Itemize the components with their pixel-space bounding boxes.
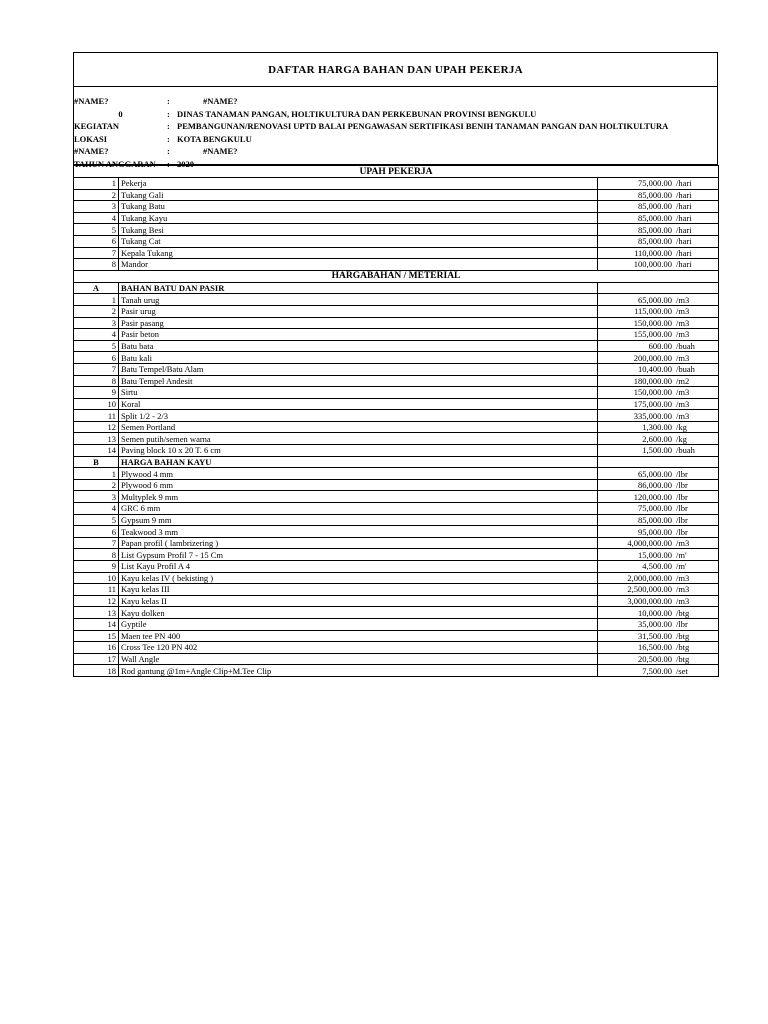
info-separator: : (167, 108, 170, 119)
item-name: Pasir beton (119, 329, 598, 341)
table-row (74, 212, 719, 224)
item-price-cell (598, 595, 719, 607)
item-price-cell (598, 178, 719, 190)
item-price-cell (598, 584, 719, 596)
item-price: 335,000.00 (633, 410, 672, 421)
item-price-cell (598, 398, 719, 410)
item-name: Kayu kelas IV ( bekisting ) (119, 572, 598, 584)
item-price-cell (598, 329, 719, 341)
item-price: 175,000.00 (633, 398, 672, 409)
info-value: #NAME? (203, 146, 238, 157)
item-number: 8 (74, 549, 119, 561)
item-number: 1 (74, 178, 119, 190)
table-row (74, 445, 719, 457)
item-name: Koral (119, 398, 598, 410)
item-number: 15 (74, 630, 119, 642)
table-row (74, 294, 719, 306)
item-unit: /m3 (676, 584, 690, 595)
table-row (74, 607, 719, 619)
item-price-cell (598, 375, 719, 387)
item-unit: /lbr (676, 619, 688, 630)
item-number: 14 (74, 618, 119, 630)
item-price: 65,000.00 (638, 294, 672, 305)
item-price: 1,500.00 (642, 445, 672, 456)
item-number: 7 (74, 247, 119, 259)
item-name: Tukang Cat (119, 235, 598, 247)
item-price-cell (598, 363, 719, 375)
item-price-cell (598, 572, 719, 584)
table-row (74, 410, 719, 422)
item-name: Rod gantung @1m+Angle Clip+M.Tee Clip (119, 665, 598, 677)
item-number: 3 (74, 317, 119, 329)
item-unit: /buah (676, 445, 695, 456)
table-row (74, 526, 719, 538)
table-row (74, 665, 719, 677)
item-price-cell (598, 665, 719, 677)
item-unit: /hari (676, 178, 692, 189)
item-price-cell (598, 387, 719, 399)
item-price: 75,000.00 (638, 503, 672, 514)
table-row (74, 433, 719, 445)
table-row (74, 189, 719, 201)
item-number: 9 (74, 561, 119, 573)
info-key: TAHUN ANGGARAN (74, 158, 156, 169)
item-number: 7 (74, 537, 119, 549)
item-unit: /buah (676, 364, 695, 375)
table-row (74, 421, 719, 433)
table-row (74, 247, 719, 259)
table-row (74, 340, 719, 352)
item-name: Maen tee PN 400 (119, 630, 598, 642)
item-price: 20,500.00 (638, 654, 672, 665)
table-row (74, 618, 719, 630)
item-price: 180,000.00 (633, 375, 672, 386)
item-name: Pasir urug (119, 305, 598, 317)
item-price-cell (598, 653, 719, 665)
table-row (74, 387, 719, 399)
item-number: 3 (74, 491, 119, 503)
item-unit: /m3 (676, 317, 690, 328)
item-name: Semen putih/semen warna (119, 433, 598, 445)
item-unit: /lbr (676, 526, 688, 537)
table-row (74, 514, 719, 526)
item-name: Plywood 4 mm (119, 468, 598, 480)
item-price: 100,000.00 (633, 259, 672, 270)
table-row (74, 595, 719, 607)
item-price: 600.00 (648, 341, 672, 352)
item-number: 7 (74, 363, 119, 375)
item-number: 10 (74, 572, 119, 584)
item-price: 10,400.00 (638, 364, 672, 375)
table-row (74, 549, 719, 561)
table-row (74, 305, 719, 317)
item-price-cell (598, 503, 719, 515)
group-header-row (74, 282, 719, 294)
item-price-cell (598, 630, 719, 642)
item-price: 115,000.00 (634, 306, 672, 317)
item-unit: /m3 (676, 306, 690, 317)
table-row (74, 561, 719, 573)
item-unit: /m3 (676, 352, 690, 363)
item-price: 85,000.00 (638, 189, 672, 200)
info-key: KEGIATAN (74, 121, 120, 132)
item-name: Tanah urug (119, 294, 598, 306)
item-name: Wall Angle (119, 653, 598, 665)
item-price-cell (598, 468, 719, 480)
item-price: 10,000.00 (638, 607, 672, 618)
document-title (73, 52, 718, 87)
item-unit: /btg (676, 630, 690, 641)
item-price-cell (598, 526, 719, 538)
table-row (74, 398, 719, 410)
item-name: Batu Tempel Andesit (119, 375, 598, 387)
item-unit: /m3 (676, 538, 690, 549)
item-name: Gypsum 9 mm (119, 514, 598, 526)
item-number: 2 (74, 189, 119, 201)
item-price-cell (598, 618, 719, 630)
item-name: Kepala Tukang (119, 247, 598, 259)
item-number: 5 (74, 224, 119, 236)
item-price-cell (598, 514, 719, 526)
info-separator: : (167, 133, 170, 144)
item-number: 12 (74, 595, 119, 607)
info-row (74, 95, 717, 108)
item-number: 9 (74, 387, 119, 399)
item-number: 10 (74, 398, 119, 410)
item-unit: /kg (676, 422, 687, 433)
item-price: 2,500,000.00 (627, 584, 672, 595)
item-price-cell (598, 537, 719, 549)
item-price-cell (598, 317, 719, 329)
item-price: 85,000.00 (638, 236, 672, 247)
section-heading-material (74, 270, 719, 282)
item-unit: /lbr (676, 503, 688, 514)
item-price-cell (598, 433, 719, 445)
item-unit: /m3 (676, 398, 690, 409)
table-row (74, 201, 719, 213)
item-number: 3 (74, 201, 119, 213)
item-price: 86,000.00 (638, 480, 672, 491)
group-title: HARGA BAHAN KAYU (119, 456, 598, 468)
item-unit: /hari (676, 224, 692, 235)
price-table (73, 165, 719, 677)
item-unit: /m' (676, 561, 687, 572)
item-unit: /hari (676, 201, 692, 212)
item-name: Batu Tempel/Batu Alam (119, 363, 598, 375)
item-price-cell (598, 201, 719, 213)
table-row (74, 235, 719, 247)
item-number: 11 (74, 410, 119, 422)
info-row (74, 108, 717, 121)
item-name: Kayu kelas III (119, 584, 598, 596)
table-row (74, 537, 719, 549)
item-name: Pasir pasang (119, 317, 598, 329)
item-price-cell (598, 340, 719, 352)
table-row (74, 653, 719, 665)
item-name: Tukang Besi (119, 224, 598, 236)
item-price-cell (598, 491, 719, 503)
table-row (74, 572, 719, 584)
item-unit: /btg (676, 642, 690, 653)
item-price: 95,000.00 (638, 526, 672, 537)
item-price: 155,000.00 (633, 329, 672, 340)
item-number: 1 (74, 468, 119, 480)
table-row (74, 491, 719, 503)
item-price-cell (598, 235, 719, 247)
item-unit: /lbr (676, 480, 688, 491)
item-unit: /m3 (676, 596, 690, 607)
item-number: 11 (74, 584, 119, 596)
table-row (74, 178, 719, 190)
item-name: Kayu kelas II (119, 595, 598, 607)
table-row (74, 503, 719, 515)
item-unit: /btg (676, 654, 690, 665)
item-unit: /m' (676, 549, 687, 560)
item-unit: /buah (676, 341, 695, 352)
table-row (74, 352, 719, 364)
item-price-cell (598, 189, 719, 201)
table-row (74, 259, 719, 271)
item-unit: /kg (676, 433, 687, 444)
item-price-cell (598, 294, 719, 306)
item-price: 3,000,000.00 (627, 596, 672, 607)
info-key: #NAME? (74, 146, 109, 157)
info-value: #NAME? (203, 96, 238, 107)
item-unit: /hari (676, 259, 692, 270)
item-number: 16 (74, 642, 119, 654)
info-row (74, 120, 717, 133)
section-heading-material-text: HARGABAHAN / METERIAL (74, 270, 719, 282)
item-price: 200,000.00 (633, 352, 672, 363)
item-number: 6 (74, 235, 119, 247)
item-price: 4,500.00 (642, 561, 672, 572)
item-price-cell (598, 247, 719, 259)
info-separator: : (167, 146, 170, 157)
item-number: 1 (74, 294, 119, 306)
item-name: Gyptile (119, 618, 598, 630)
item-number: 4 (74, 212, 119, 224)
item-price-cell (598, 642, 719, 654)
item-price: 2,000,000.00 (627, 572, 672, 583)
item-name: Split 1/2 - 2/3 (119, 410, 598, 422)
item-number: 6 (74, 526, 119, 538)
item-price: 16,500.00 (638, 642, 672, 653)
table-row (74, 329, 719, 341)
item-name: GRC 6 mm (119, 503, 598, 515)
document-title-text: DAFTAR HARGA BAHAN DAN UPAH PEKERJA (268, 63, 523, 76)
group-header-row (74, 456, 719, 468)
item-price: 75,000.00 (638, 178, 672, 189)
item-number: 2 (74, 305, 119, 317)
item-price: 85,000.00 (638, 201, 672, 212)
item-number: 8 (74, 375, 119, 387)
info-key: 0 (118, 108, 123, 119)
project-info (73, 87, 718, 169)
item-unit: /hari (676, 213, 692, 224)
item-unit: /set (676, 665, 688, 676)
group-empty-cell (598, 456, 719, 468)
item-price: 31,500.00 (638, 630, 672, 641)
table-row (74, 479, 719, 491)
item-price: 15,000.00 (638, 549, 672, 560)
item-number: 18 (74, 665, 119, 677)
item-price: 35,000.00 (638, 619, 672, 630)
item-name: Sirtu (119, 387, 598, 399)
item-number: 14 (74, 445, 119, 457)
item-number: 12 (74, 421, 119, 433)
item-price: 4,000,000.00 (627, 538, 672, 549)
item-unit: /lbr (676, 468, 688, 479)
item-unit: /m3 (676, 572, 690, 583)
item-name: Pekerja (119, 178, 598, 190)
item-unit: /m3 (676, 294, 690, 305)
item-number: 6 (74, 352, 119, 364)
item-price: 150,000.00 (633, 317, 672, 328)
item-price: 85,000.00 (638, 514, 672, 525)
table-row (74, 630, 719, 642)
item-number: 13 (74, 433, 119, 445)
item-name: Cross Tee 120 PN 402 (119, 642, 598, 654)
info-value: PEMBANGUNAN/RENOVASI UPTD BALAI PENGAWASAN SERTIFIKASI BENIH TANAMAN PANGAN DAN HOLTIKULTURA (177, 121, 669, 132)
price-list-sheet (73, 52, 718, 677)
table-row (74, 642, 719, 654)
item-unit: /hari (676, 247, 692, 258)
item-price: 2,600.00 (642, 433, 672, 444)
item-number: 5 (74, 340, 119, 352)
info-separator: : (167, 158, 170, 169)
item-price-cell (598, 410, 719, 422)
item-unit: /lbr (676, 491, 688, 502)
info-row (74, 145, 717, 158)
info-key: #NAME? (74, 96, 109, 107)
group-title: BAHAN BATU DAN PASIR (119, 282, 598, 294)
item-price: 65,000.00 (638, 468, 672, 479)
table-row (74, 468, 719, 480)
item-number: 13 (74, 607, 119, 619)
item-price: 85,000.00 (638, 224, 672, 235)
item-number: 5 (74, 514, 119, 526)
item-number: 4 (74, 329, 119, 341)
item-price: 120,000.00 (633, 491, 672, 502)
table-row (74, 317, 719, 329)
table-row (74, 584, 719, 596)
item-unit: /lbr (676, 514, 688, 525)
group-code: A (74, 282, 119, 294)
item-name: Tukang Kayu (119, 212, 598, 224)
item-name: Plywood 6 mm (119, 479, 598, 491)
item-unit: /m2 (676, 375, 690, 386)
table-row (74, 375, 719, 387)
info-separator: : (167, 121, 170, 132)
item-name: Papan profil ( lambrizering ) (119, 537, 598, 549)
item-unit: /m3 (676, 387, 690, 398)
item-name: Teakwood 3 mm (119, 526, 598, 538)
info-separator: : (167, 96, 170, 107)
item-unit: /hari (676, 189, 692, 200)
info-key: LOKASI (74, 133, 108, 144)
table-row (74, 363, 719, 375)
item-name: Multyplek 9 mm (119, 491, 598, 503)
item-name: Mandor (119, 259, 598, 271)
item-price-cell (598, 352, 719, 364)
item-price-cell (598, 305, 719, 317)
item-name: Paving block 10 x 20 T. 6 cm (119, 445, 598, 457)
item-name: List Gypsum Profil 7 - 15 Cm (119, 549, 598, 561)
item-name: Tukang Batu (119, 201, 598, 213)
group-code: B (74, 456, 119, 468)
item-name: Kayu dolken (119, 607, 598, 619)
info-value: DINAS TANAMAN PANGAN, HOLTIKULTURA DAN PERKEBUNAN PROVINSI BENGKULU (177, 108, 537, 119)
item-price-cell (598, 445, 719, 457)
item-unit: /hari (676, 236, 692, 247)
item-number: 8 (74, 259, 119, 271)
item-unit: /m3 (676, 329, 690, 340)
item-price: 1,300.00 (642, 422, 672, 433)
item-price-cell (598, 549, 719, 561)
table-row (74, 224, 719, 236)
group-empty-cell (598, 282, 719, 294)
item-number: 2 (74, 479, 119, 491)
item-number: 17 (74, 653, 119, 665)
item-price: 85,000.00 (638, 213, 672, 224)
section-heading-upah-text: UPAH PEKERJA (74, 166, 719, 178)
item-price-cell (598, 212, 719, 224)
item-price-cell (598, 561, 719, 573)
item-name: Semen Portland (119, 421, 598, 433)
info-value: 2020 (177, 158, 194, 169)
item-name: Batu bata (119, 340, 598, 352)
item-unit: /m3 (676, 410, 690, 421)
item-price: 110,000.00 (634, 247, 672, 258)
item-price-cell (598, 224, 719, 236)
item-price-cell (598, 607, 719, 619)
item-name: List Kayu Profil A 4 (119, 561, 598, 573)
item-name: Batu kali (119, 352, 598, 364)
item-unit: /btg (676, 607, 690, 618)
info-row (74, 133, 717, 146)
item-price-cell (598, 421, 719, 433)
item-price: 7,500.00 (642, 665, 672, 676)
item-price: 150,000.00 (633, 387, 672, 398)
item-number: 4 (74, 503, 119, 515)
info-value: KOTA BENGKULU (177, 133, 252, 144)
item-price-cell (598, 479, 719, 491)
item-name: Tukang Gali (119, 189, 598, 201)
item-price-cell (598, 259, 719, 271)
